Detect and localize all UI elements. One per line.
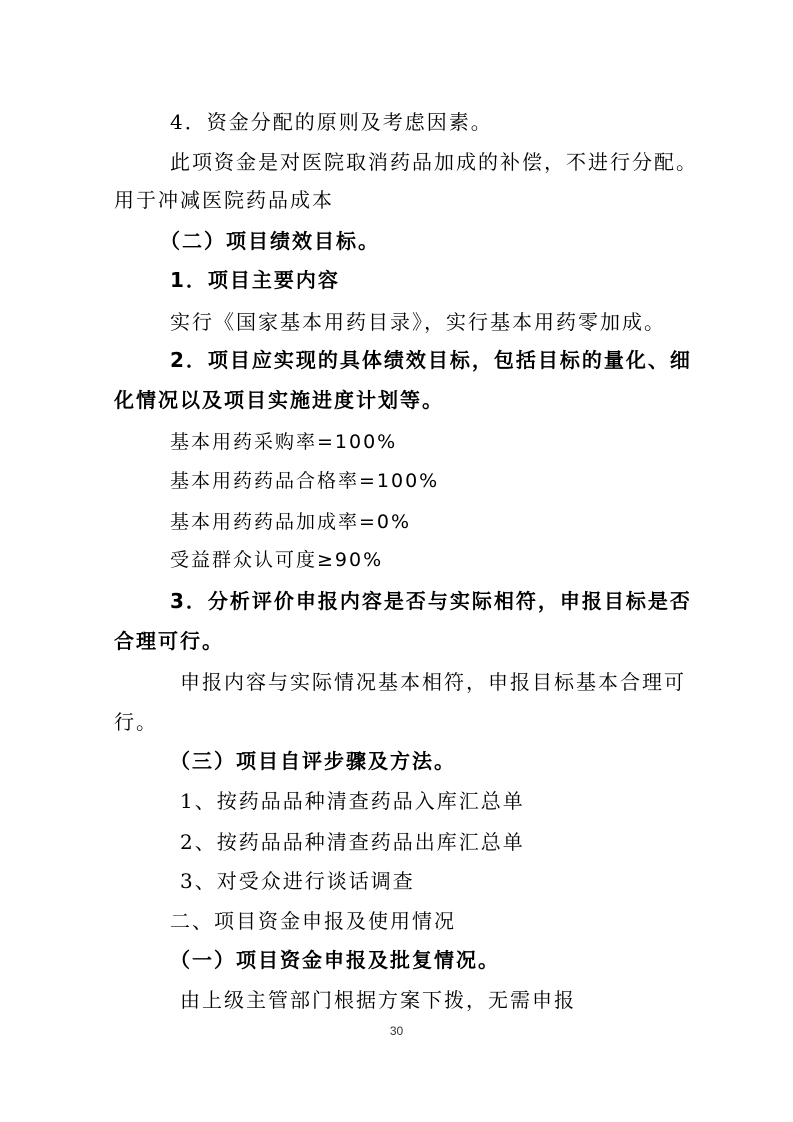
subsection-heading: 3．分析评价申报内容是否与实际相符，申报目标是否: [170, 589, 692, 613]
target-item: 基本用药药品加成率=0%: [170, 511, 412, 533]
subsection-heading: 1．项目主要内容: [170, 268, 340, 292]
section-heading: （三）项目自评步骤及方法。: [170, 749, 456, 773]
subsection-heading: 2．项目应实现的具体绩效目标，包括目标的量化、细: [170, 348, 692, 372]
step-item: 1、按药品品种清查药品入库汇总单: [180, 789, 525, 813]
paragraph-line: 用于冲减医院药品成本: [114, 188, 334, 212]
target-item: 基本用药采购率=100%: [170, 431, 398, 453]
target-item: 受益群众认可度≥90%: [170, 549, 384, 571]
paragraph-line: 申报内容与实际情况基本相符，申报目标基本合理可: [180, 670, 686, 694]
paragraph-line: 4．资金分配的原则及考虑因素。: [170, 110, 493, 134]
step-item: 2、按药品品种清查药品出库汇总单: [180, 830, 525, 854]
section-heading: （一）项目资金申报及批复情况。: [170, 948, 500, 972]
paragraph-line: 由上级主管部门根据方案下拨，无需申报: [180, 988, 576, 1012]
section-heading: （二）项目绩效目标。: [160, 229, 380, 253]
subsection-heading: 合理可行。: [114, 629, 224, 653]
page-number: 30: [389, 1024, 404, 1038]
paragraph-line: 实行《国家基本用药目录》，实行基本用药零加成。: [170, 310, 666, 334]
chapter-heading: 二、项目资金申报及使用情况: [170, 909, 456, 933]
paragraph-line: 行。: [114, 710, 158, 734]
target-item: 基本用药药品合格率=100%: [170, 470, 440, 492]
subsection-heading: 化情况以及项目实施进度计划等。: [114, 388, 444, 412]
step-item: 3、对受众进行谈话调查: [180, 869, 415, 893]
paragraph-line: 此项资金是对医院取消药品加成的补偿，不进行分配。: [170, 150, 698, 174]
